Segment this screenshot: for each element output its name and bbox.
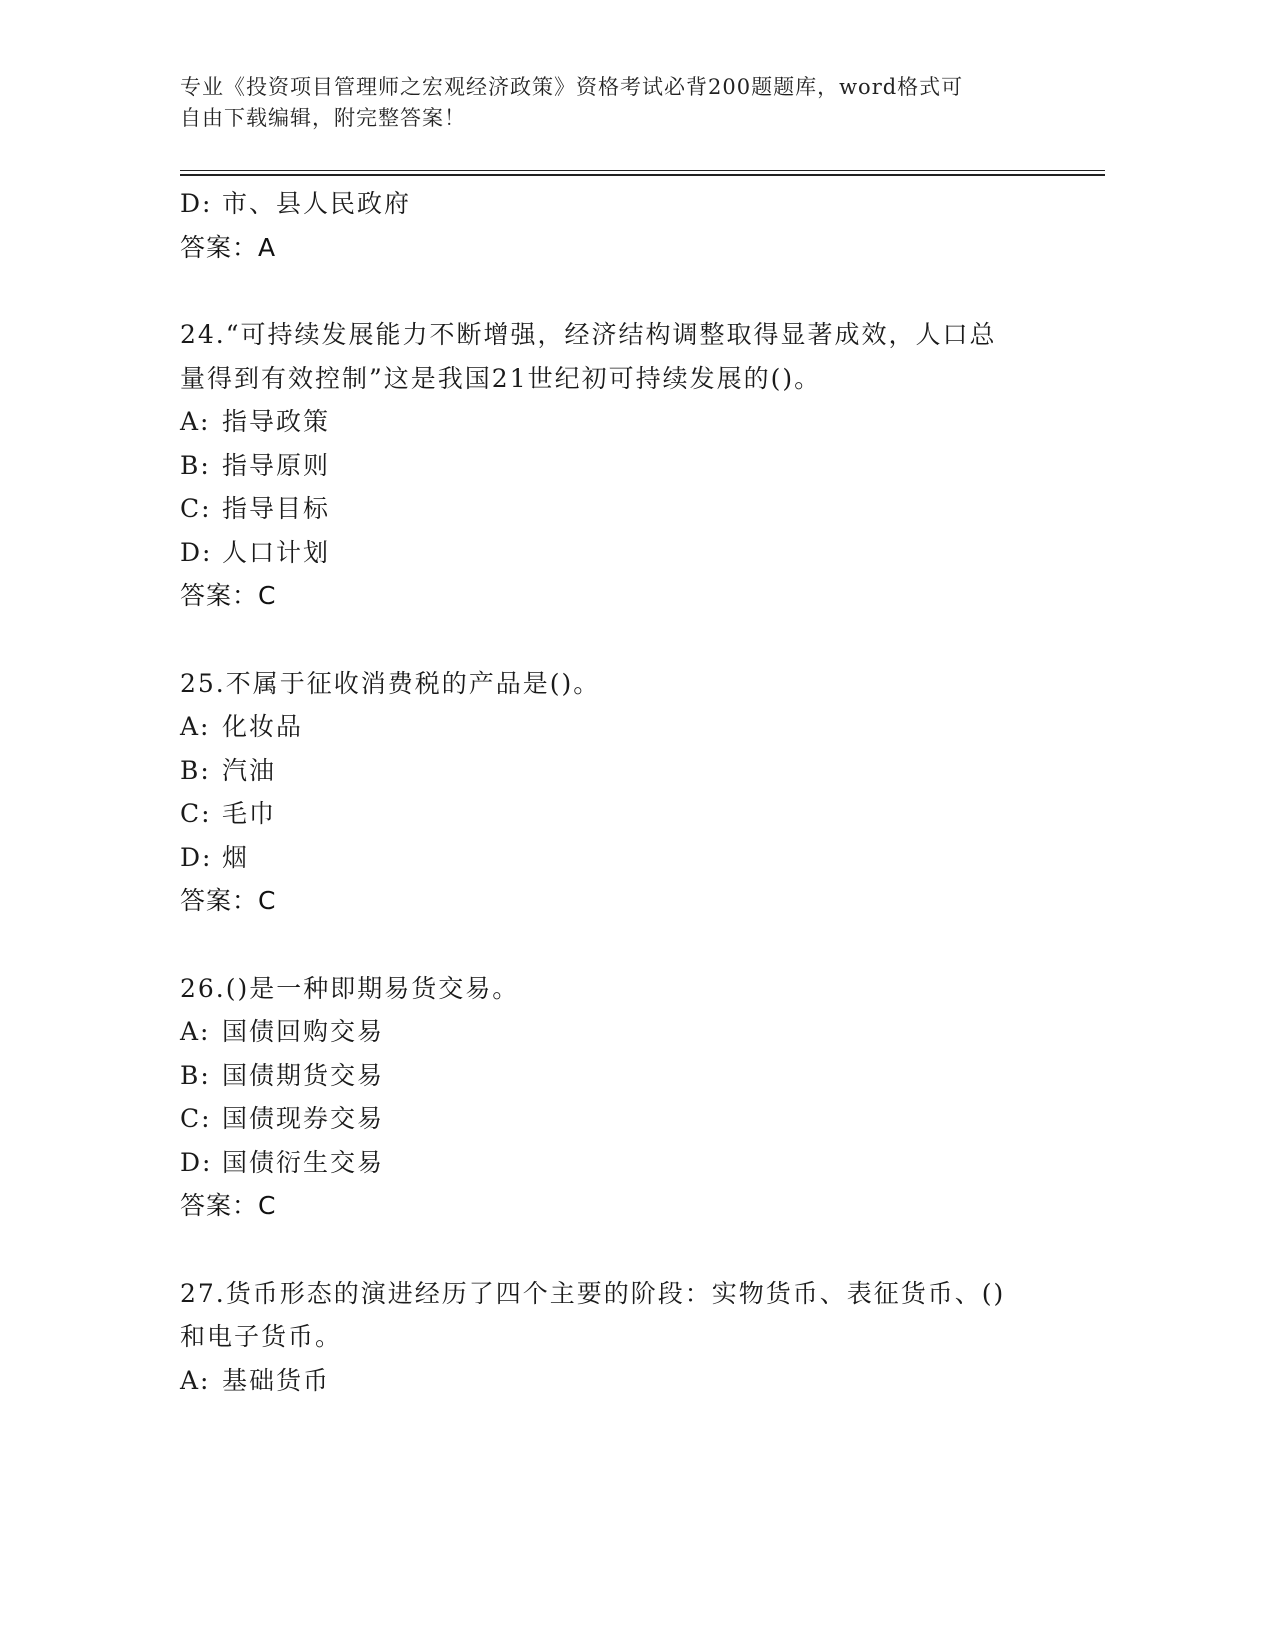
question-stem: 25.不属于征收消费税的产品是()。	[180, 668, 601, 698]
option-letter: C:	[180, 494, 212, 523]
question-list	[180, 182, 1040, 1402]
answer: 答案：C	[180, 581, 277, 610]
option-b	[180, 1054, 1040, 1098]
option-text: 烟	[222, 842, 250, 872]
option-text: 化妆品	[222, 712, 304, 741]
prev-answer: 答案：A	[180, 232, 277, 262]
header-line-1: 专业《投资项目管理师之宏观经济政策》资格考试必背200题题库，word格式可	[180, 75, 964, 99]
option-letter: D:	[180, 189, 213, 218]
option-letter: C:	[180, 799, 212, 828]
option-letter: D:	[180, 1147, 213, 1177]
header-divider-thick	[180, 174, 1105, 176]
option-letter: B:	[180, 1060, 211, 1090]
option-text: 指导原则	[222, 450, 331, 480]
option-text: 指导政策	[222, 407, 331, 436]
option-c	[180, 1097, 1040, 1141]
option-d	[180, 531, 1040, 575]
header-line-2: 自由下载编辑，附完整答案！	[180, 106, 466, 130]
question-27	[180, 1272, 1040, 1403]
option-letter: A:	[180, 1365, 211, 1395]
option-text: 国债衍生交易	[222, 1147, 385, 1177]
answer: 答案：C	[180, 886, 277, 915]
option-d	[180, 836, 1040, 880]
prev-option-d	[180, 182, 1040, 226]
option-letter: B:	[180, 755, 211, 785]
question-stem-cont: 和电子货币。	[180, 1322, 343, 1351]
option-letter: C:	[180, 1104, 212, 1133]
question-stem-cont: 量得到有效控制”这是我国21世纪初可持续发展的()。	[180, 363, 822, 393]
option-letter: A:	[180, 1017, 211, 1046]
option-letter: D:	[180, 842, 213, 872]
document-header	[180, 72, 1040, 134]
answer: 答案：C	[180, 1191, 277, 1220]
option-letter: B:	[180, 450, 211, 480]
question-24	[180, 313, 1040, 618]
question-26	[180, 967, 1040, 1228]
option-text: 汽油	[222, 755, 277, 785]
option-letter: D:	[180, 537, 213, 567]
option-text: 基础货币	[222, 1365, 331, 1395]
option-c	[180, 487, 1040, 531]
option-letter: A:	[180, 712, 211, 741]
question-stem: 24.“可持续发展能力不断增强，经济结构调整取得显著成效，人口总	[180, 320, 997, 349]
option-a	[180, 1010, 1040, 1054]
option-text: 人口计划	[222, 537, 331, 567]
option-text: 国债回购交易	[222, 1017, 385, 1046]
option-text: 毛巾	[222, 799, 277, 828]
question-stem: 26.()是一种即期易货交易。	[180, 973, 520, 1003]
option-text: 指导目标	[222, 494, 331, 523]
option-a	[180, 1359, 1040, 1403]
option-d	[180, 1141, 1040, 1185]
option-a	[180, 400, 1040, 444]
option-a	[180, 705, 1040, 749]
option-b	[180, 444, 1040, 488]
question-25	[180, 662, 1040, 923]
option-c	[180, 792, 1040, 836]
header-divider-thin	[180, 170, 1105, 171]
question-stem: 27.货币形态的演进经历了四个主要的阶段：实物货币、表征货币、()	[180, 1278, 1006, 1308]
option-b	[180, 749, 1040, 793]
option-letter: A:	[180, 407, 211, 436]
option-text: 市、县人民政府	[222, 189, 412, 218]
option-text: 国债现券交易	[222, 1104, 385, 1133]
option-text: 国债期货交易	[222, 1060, 385, 1090]
